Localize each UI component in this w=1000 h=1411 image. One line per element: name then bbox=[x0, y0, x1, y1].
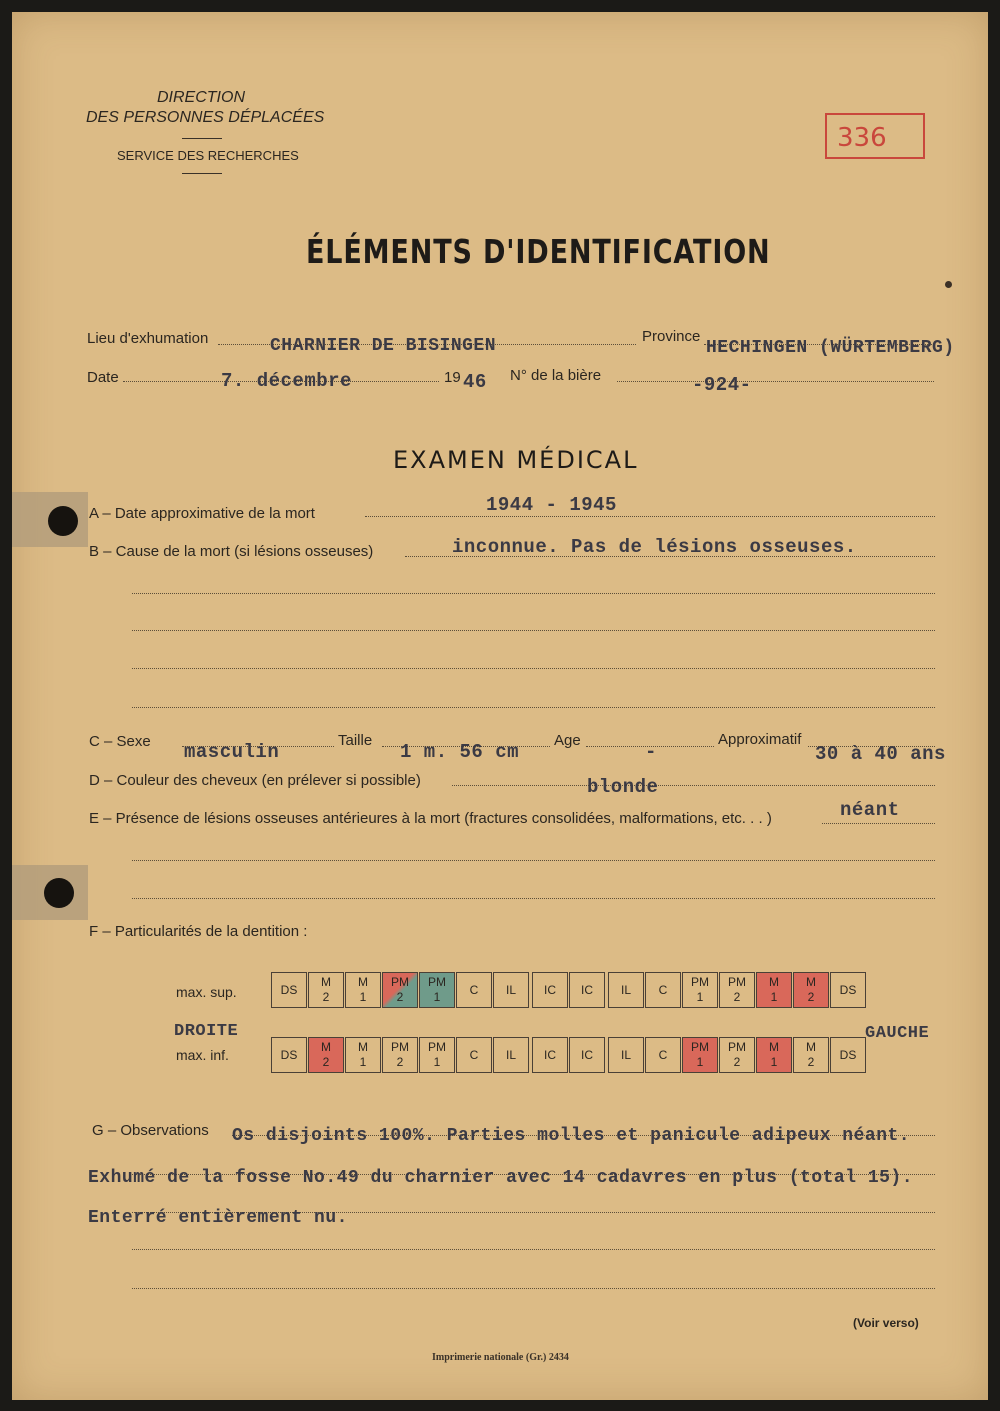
tooth-number: 2 bbox=[322, 990, 330, 1004]
lieu-value: CHARNIER DE BISINGEN bbox=[270, 336, 497, 356]
year-prefix: 19 bbox=[444, 369, 461, 386]
ink-speck bbox=[945, 281, 952, 288]
year-value: 46 bbox=[463, 371, 487, 393]
lower-tooth bbox=[345, 1037, 381, 1073]
tooth-number: 1 bbox=[433, 1055, 441, 1069]
upper-tooth bbox=[308, 972, 344, 1008]
tooth-number: 1 bbox=[770, 990, 778, 1004]
tooth-label: IC bbox=[544, 982, 556, 997]
lieu-label: Lieu d'exhumation bbox=[87, 330, 209, 347]
punch-hole-top bbox=[48, 506, 78, 536]
observation-dotted-line-4 bbox=[132, 1249, 935, 1250]
upper-tooth bbox=[645, 972, 681, 1008]
date-value: 7. décembre bbox=[221, 370, 352, 392]
tooth-label: DS bbox=[839, 982, 857, 997]
upper-tooth bbox=[756, 972, 792, 1008]
tooth-number: 1 bbox=[433, 990, 441, 1004]
lower-tooth bbox=[608, 1037, 644, 1073]
tooth-label: C bbox=[658, 1047, 668, 1062]
upper-tooth bbox=[382, 972, 418, 1008]
punch-hole-bottom bbox=[44, 878, 74, 908]
field-g-label: G – Observations bbox=[92, 1122, 209, 1139]
lower-tooth bbox=[682, 1037, 718, 1073]
lower-tooth bbox=[271, 1037, 307, 1073]
observation-line-3: Enterré entièrement nu. bbox=[88, 1208, 348, 1228]
dentition-inf-label: max. inf. bbox=[176, 1047, 229, 1063]
tooth-label: IC bbox=[581, 1047, 593, 1062]
tooth-number: 1 bbox=[696, 990, 704, 1004]
tooth-label: IL bbox=[620, 982, 631, 997]
upper-tooth bbox=[719, 972, 755, 1008]
tooth-label: DS bbox=[280, 982, 298, 997]
taille-value: 1 m. 56 cm bbox=[400, 741, 520, 763]
field-d-value: blonde bbox=[587, 776, 659, 798]
tooth-label: C bbox=[469, 1047, 479, 1062]
upper-tooth bbox=[456, 972, 492, 1008]
file-number: 336 bbox=[837, 123, 887, 153]
field-b-line-3 bbox=[132, 630, 935, 631]
field-f-label: F – Particularités de la dentition : bbox=[89, 923, 308, 940]
header-personnes-deplacees: DES PERSONNES DÉPLACÉES bbox=[86, 109, 325, 126]
lower-tooth bbox=[456, 1037, 492, 1073]
tooth-label: PM bbox=[728, 1040, 746, 1054]
header-rule-1 bbox=[182, 138, 222, 139]
voir-verso: (Voir verso) bbox=[853, 1316, 919, 1330]
age-label: Age bbox=[554, 732, 581, 749]
header-direction: DIRECTION bbox=[157, 89, 245, 106]
tooth-number: 2 bbox=[807, 990, 815, 1004]
tooth-label: PM bbox=[728, 975, 746, 989]
province-label: Province bbox=[642, 328, 701, 345]
dentition-upper-row bbox=[271, 972, 867, 1008]
tooth-label: PM bbox=[428, 1040, 446, 1054]
tooth-number: 1 bbox=[696, 1055, 704, 1069]
field-e-value: néant bbox=[840, 799, 900, 821]
dentition-gauche: GAUCHE bbox=[865, 1024, 930, 1043]
tooth-label: IL bbox=[505, 982, 516, 997]
lower-tooth bbox=[308, 1037, 344, 1073]
observation-dotted-line-5 bbox=[132, 1288, 935, 1289]
field-b-line-2 bbox=[132, 593, 935, 594]
upper-tooth bbox=[608, 972, 644, 1008]
field-e-label: E – Présence de lésions osseuses antérieures à la mort (fractures consolidées, malformations, etc. . . ) bbox=[89, 810, 772, 827]
upper-tooth bbox=[569, 972, 605, 1008]
tooth-number: 1 bbox=[359, 990, 367, 1004]
field-a-label: A – Date approximative de la mort bbox=[89, 505, 315, 522]
province-value: HECHINGEN (WÜRTEMBERG) bbox=[706, 338, 955, 358]
field-e-line-3 bbox=[132, 898, 935, 899]
biere-label: N° de la bière bbox=[510, 367, 602, 384]
tooth-label: PM bbox=[428, 975, 446, 989]
upper-tooth bbox=[271, 972, 307, 1008]
tooth-number: 1 bbox=[359, 1055, 367, 1069]
approx-value: 30 à 40 ans bbox=[815, 743, 946, 765]
upper-tooth bbox=[345, 972, 381, 1008]
tooth-label: M bbox=[806, 1040, 816, 1054]
field-d-label: D – Couleur des cheveux (en prélever si possible) bbox=[89, 772, 421, 789]
lower-tooth bbox=[719, 1037, 755, 1073]
dentition-lower-row bbox=[271, 1037, 867, 1073]
field-d-dotted-line bbox=[452, 785, 935, 786]
upper-tooth bbox=[419, 972, 455, 1008]
lower-tooth bbox=[532, 1037, 568, 1073]
upper-tooth bbox=[682, 972, 718, 1008]
field-e-line-2 bbox=[132, 860, 935, 861]
tooth-number: 2 bbox=[733, 1055, 741, 1069]
tooth-label: DS bbox=[280, 1047, 298, 1062]
lower-tooth bbox=[493, 1037, 529, 1073]
field-b-line-4 bbox=[132, 668, 935, 669]
file-number-box bbox=[825, 113, 925, 159]
tooth-label: C bbox=[469, 982, 479, 997]
tooth-label: IC bbox=[581, 982, 593, 997]
section-title: EXAMEN MÉDICAL bbox=[393, 446, 639, 474]
form-sheet bbox=[12, 12, 988, 1400]
tooth-label: PM bbox=[691, 975, 709, 989]
tooth-number: 2 bbox=[396, 990, 404, 1004]
imprint: Imprimerie nationale (Gr.) 2434 bbox=[432, 1352, 569, 1363]
age-value: - bbox=[645, 741, 657, 763]
upper-tooth bbox=[830, 972, 866, 1008]
tooth-label: M bbox=[769, 1040, 779, 1054]
header-rule-2 bbox=[182, 173, 222, 174]
tooth-number: 2 bbox=[807, 1055, 815, 1069]
tooth-label: IL bbox=[505, 1047, 516, 1062]
lower-tooth bbox=[645, 1037, 681, 1073]
biere-value: -924- bbox=[692, 374, 752, 396]
tooth-label: M bbox=[321, 975, 331, 989]
field-a-value: 1944 - 1945 bbox=[486, 494, 617, 516]
tooth-label: IL bbox=[620, 1047, 631, 1062]
biere-dotted-line bbox=[617, 381, 934, 382]
lower-tooth bbox=[569, 1037, 605, 1073]
page-title: ÉLÉMENTS D'IDENTIFICATION bbox=[306, 232, 771, 271]
lower-tooth bbox=[793, 1037, 829, 1073]
tooth-label: DS bbox=[839, 1047, 857, 1062]
tooth-number: 2 bbox=[733, 990, 741, 1004]
tooth-label: M bbox=[806, 975, 816, 989]
lower-tooth bbox=[419, 1037, 455, 1073]
tooth-label: PM bbox=[391, 975, 409, 989]
field-b-label: B – Cause de la mort (si lésions osseuses) bbox=[89, 543, 374, 560]
field-b-value: inconnue. Pas de lésions osseuses. bbox=[452, 536, 857, 558]
tooth-label: IC bbox=[544, 1047, 556, 1062]
lower-tooth bbox=[830, 1037, 866, 1073]
field-c-value: masculin bbox=[184, 741, 280, 763]
observation-line-2: Exhumé de la fosse No.49 du charnier avec 14 cadavres en plus (total 15). bbox=[88, 1168, 914, 1188]
approx-label: Approximatif bbox=[718, 731, 802, 748]
field-e-dotted-line bbox=[822, 823, 935, 824]
lower-tooth bbox=[756, 1037, 792, 1073]
upper-tooth bbox=[793, 972, 829, 1008]
tooth-label: C bbox=[658, 982, 668, 997]
tooth-number: 2 bbox=[322, 1055, 330, 1069]
tooth-label: PM bbox=[391, 1040, 409, 1054]
tooth-label: M bbox=[769, 975, 779, 989]
tooth-label: M bbox=[358, 1040, 368, 1054]
tooth-label: M bbox=[358, 975, 368, 989]
field-b-line-5 bbox=[132, 707, 935, 708]
taille-label: Taille bbox=[338, 732, 373, 749]
tooth-number: 1 bbox=[770, 1055, 778, 1069]
field-c-label: C – Sexe bbox=[89, 733, 151, 750]
tooth-number: 2 bbox=[396, 1055, 404, 1069]
upper-tooth bbox=[532, 972, 568, 1008]
observation-line-1: Os disjoints 100%. Parties molles et panicule adipeux néant. bbox=[232, 1126, 911, 1146]
lower-tooth bbox=[382, 1037, 418, 1073]
upper-tooth bbox=[493, 972, 529, 1008]
header-service: SERVICE DES RECHERCHES bbox=[117, 148, 299, 163]
dentition-droite: DROITE bbox=[174, 1022, 239, 1041]
field-a-dotted-line bbox=[365, 516, 935, 517]
dentition-sup-label: max. sup. bbox=[176, 984, 237, 1000]
tooth-label: M bbox=[321, 1040, 331, 1054]
date-label: Date bbox=[87, 369, 119, 386]
tooth-label: PM bbox=[691, 1040, 709, 1054]
